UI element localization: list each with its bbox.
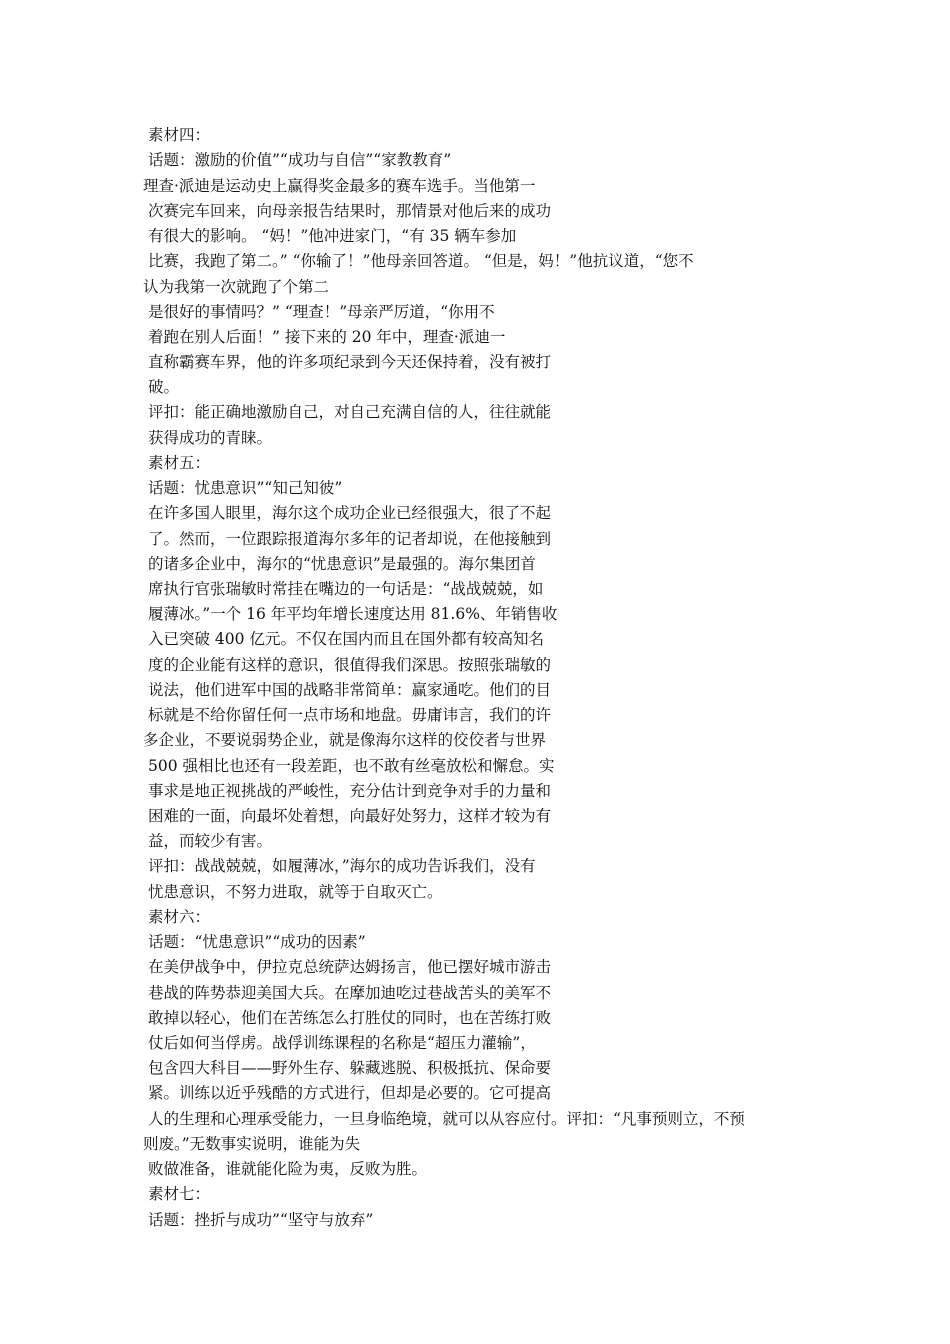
paragraph-line: 直称霸赛车界，他的许多项纪录到今天还保持着，没有被打 — [148, 353, 552, 371]
paragraph-line: 益，而较少有害。 — [148, 832, 273, 850]
paragraph-line: 在许多国人眼里，海尔这个成功企业已经很强大，很了不起 — [148, 504, 552, 522]
paragraph-line: 的诸多企业中，海尔的“忧患意识”是最强的。海尔集团首 — [148, 555, 536, 573]
paragraph-line: 事求是地正视挑战的严峻性，充分估计到竞争对手的力量和 — [148, 782, 552, 800]
comment-line: 评扣：战战兢兢，如履薄冰，”海尔的成功告诉我们，没有 — [148, 857, 536, 875]
comment-line: 评扣：能正确地激励自己，对自己充满自信的人，往往就能 — [148, 403, 552, 421]
paragraph-line: 履薄冰。”一个 16 年平均年增长速度达用 81.6%、年销售收 — [148, 605, 558, 623]
topic-line: 话题：挫折与成功”“坚守与放弃” — [148, 1211, 374, 1229]
paragraph-line: 紧。训练以近乎残酷的方式进行，但却是必要的。它可提高 — [148, 1084, 552, 1102]
paragraph-line: 席执行官张瑞敏时常挂在嘴边的一句话是：“战战兢兢，如 — [148, 580, 544, 598]
paragraph-line: 比赛，我跑了第二。” “你输了！”他母亲回答道。 “但是，妈！”他抗议道，“您不 — [148, 252, 694, 270]
paragraph-line: 是很好的事情吗？” “理查！”母亲严厉道，“你用不 — [148, 303, 495, 321]
paragraph-line: 有很大的影响。 “妈！”他冲进家门，“有 35 辆车参加 — [148, 227, 517, 245]
paragraph-line: 包含四大科目——野外生存、躲藏逃脱、积极抵抗、保命要 — [148, 1059, 552, 1077]
paragraph-line: 破。 — [148, 378, 180, 396]
section-heading-4: 素材四： — [148, 126, 211, 144]
section-heading-5: 素材五： — [148, 454, 211, 472]
paragraph-line: 次赛完车回来，向母亲报告结果时，那情景对他后来的成功 — [148, 202, 552, 220]
paragraph-line: 理查·派迪是运动史上赢得奖金最多的赛车选手。当他第一 — [143, 177, 536, 195]
paragraph-line: 了。然而，一位跟踪报道海尔多年的记者却说，在他接触到 — [148, 530, 552, 548]
topic-line: 话题：忧患意识”“知己知彼” — [148, 479, 343, 497]
comment-line: 忧患意识，不努力进取，就等于自取灭亡。 — [148, 883, 443, 901]
paragraph-line: 认为我第一次就跑了个第二 — [143, 278, 330, 296]
paragraph-line: 仗后如何当俘虏。战俘训练课程的名称是“超压力灌输”， — [148, 1034, 536, 1052]
paragraph-line: 在美伊战争中，伊拉克总统萨达姆扬言，他已摆好城市游击 — [148, 958, 552, 976]
topic-line: 话题：激励的价值”“成功与自信”“家教教育” — [148, 151, 452, 169]
topic-line: 话题：“忧患意识”“成功的因素” — [148, 933, 366, 951]
paragraph-line: 则废。”无数事实说明，谁能为失 — [143, 1135, 361, 1153]
section-heading-6: 素材六： — [148, 908, 211, 926]
comment-line: 获得成功的青睐。 — [148, 429, 273, 447]
paragraph-line: 困难的一面，向最坏处着想，向最好处努力，这样才较为有 — [148, 807, 552, 825]
paragraph-line: 敢掉以轻心，他们在苦练怎么打胜仗的同时，也在苦练打败 — [148, 1009, 552, 1027]
paragraph-line: 标就是不给你留任何一点市场和地盘。毋庸讳言，我们的许 — [148, 706, 552, 724]
paragraph-line: 着跑在别人后面！” 接下来的 20 年中，理查·派迪一 — [148, 328, 506, 346]
paragraph-line: 入已突破 400 亿元。不仅在国内而且在国外都有较高知名 — [148, 630, 544, 648]
paragraph-line: 人的生理和心理承受能力，一旦身临绝境，就可以从容应付。评扣：“凡事预则立，不预 — [148, 1110, 745, 1128]
paragraph-line: 说法，他们进军中国的战略非常简单：赢家通吃。他们的目 — [148, 681, 552, 699]
paragraph-line: 巷战的阵势恭迎美国大兵。在摩加迪吃过巷战苦头的美军不 — [148, 984, 552, 1002]
paragraph-line: 度的企业能有这样的意识，很值得我们深思。按照张瑞敏的 — [148, 656, 552, 674]
paragraph-line: 500 强相比也还有一段差距，也不敢有丝毫放松和懈怠。实 — [148, 757, 555, 775]
section-heading-7: 素材七： — [148, 1185, 211, 1203]
paragraph-line: 多企业，不要说弱势企业，就是像海尔这样的佼佼者与世界 — [143, 731, 547, 749]
paragraph-line: 败做准备，谁就能化险为夷，反败为胜。 — [148, 1160, 428, 1178]
